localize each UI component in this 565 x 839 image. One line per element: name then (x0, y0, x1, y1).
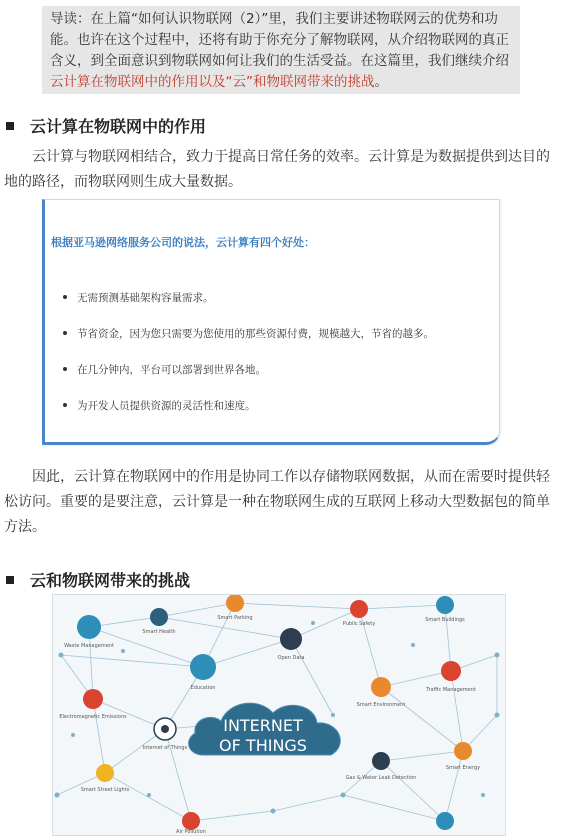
quote-item: 无需预测基础架构容量需求。 (63, 290, 434, 326)
node-smart-buildings (425, 596, 465, 623)
node-smart-parking (217, 595, 252, 621)
quote-list (63, 290, 434, 434)
node-label: Public Safety (342, 621, 376, 627)
section-heading-challenges (6, 568, 190, 591)
node-label: Smart Buildings (425, 617, 465, 623)
node-bottom-right (436, 812, 454, 830)
intro-box (42, 6, 520, 94)
node-label: Smart Parking (217, 615, 253, 621)
node-label: Smart Health (142, 629, 176, 635)
node-public-safety (343, 600, 375, 627)
intro-text: 导读：在上篇“如何认识物联网（2）”里，我们主要讲述物联网云的优势和功能。也许在这个过程中，还将有助于你充分了解物联网，从介绍物联网的真正含义，到全面意识到物联网如何让我们的生活受益。在这篇里，我们继续介绍 (50, 11, 509, 69)
quote-card (42, 199, 500, 445)
node-label: Traffic Management (426, 687, 476, 693)
node-label: Smart Environment (356, 702, 406, 708)
heading-bullet-icon (6, 122, 14, 130)
iot-cloud (189, 703, 341, 755)
node-smart-street-lights (81, 764, 130, 793)
cloud-text-line2: OF THINGS (219, 736, 307, 755)
quote-item: 在几分钟内，平台可以部署到世界各地。 (63, 362, 434, 398)
node-smart-health (142, 608, 175, 635)
intro-highlight: 云计算在物联网中的作用以及“云”和物联网带来的挑战 (50, 74, 375, 90)
node-label: Waste Management (64, 643, 114, 649)
node-education (190, 654, 216, 691)
intro-text-end: 。 (374, 74, 388, 90)
iot-network-graphic (53, 595, 505, 835)
node-electromagnetic-emissions (59, 689, 127, 720)
node-label: Smart Energy (445, 765, 481, 771)
node-open-data (278, 628, 305, 661)
section1-heading-text: 云计算在物联网中的作用 (30, 117, 207, 136)
node-smart-energy (446, 742, 480, 771)
quote-title: 根据亚马逊网络服务公司的说法，云计算有四个好处： (51, 236, 315, 249)
node-label: Open Data (277, 655, 305, 661)
cloud-text-line1: INTERNET (223, 716, 303, 735)
node-label: Smart Street Lights (80, 787, 130, 793)
section1-paragraph1: 云计算与物联网相结合，致力于提高日常任务的效率。云计算是为数据提供到达目的地的路径，而物联网则生成大量数据。 (4, 149, 550, 190)
node-waste-management (64, 615, 114, 649)
iot-illustration (52, 594, 506, 836)
node-traffic-management (425, 661, 476, 693)
quote-item: 为开发人员提供资源的灵活性和速度。 (63, 398, 434, 434)
node-smart-environment (357, 677, 406, 708)
section1-paragraph2: 因此，云计算在物联网中的作用是协同工作以存储物联网数据，从而在需要时提供轻松访问。重要的是要注意，云计算是一种在物联网生成的互联网上移动大型数据包的简单方法。 (4, 469, 550, 535)
heading-bullet-icon (6, 576, 14, 584)
node-label: Internet of Things (142, 745, 188, 751)
section-heading-role (6, 114, 206, 137)
quote-item: 节省资金，因为您只需要为您使用的那些资源付费，规模越大，节省的越多。 (63, 326, 434, 362)
node-label: Education (190, 685, 216, 691)
node-label: Gas & Water Leak Detection (345, 775, 417, 781)
node-label: Air Pollution (176, 829, 206, 835)
node-label: Electromagnetic Emissions (59, 714, 127, 720)
section2-heading-text: 云和物联网带来的挑战 (30, 571, 191, 590)
node-gas-water-leak-detection (346, 752, 417, 781)
